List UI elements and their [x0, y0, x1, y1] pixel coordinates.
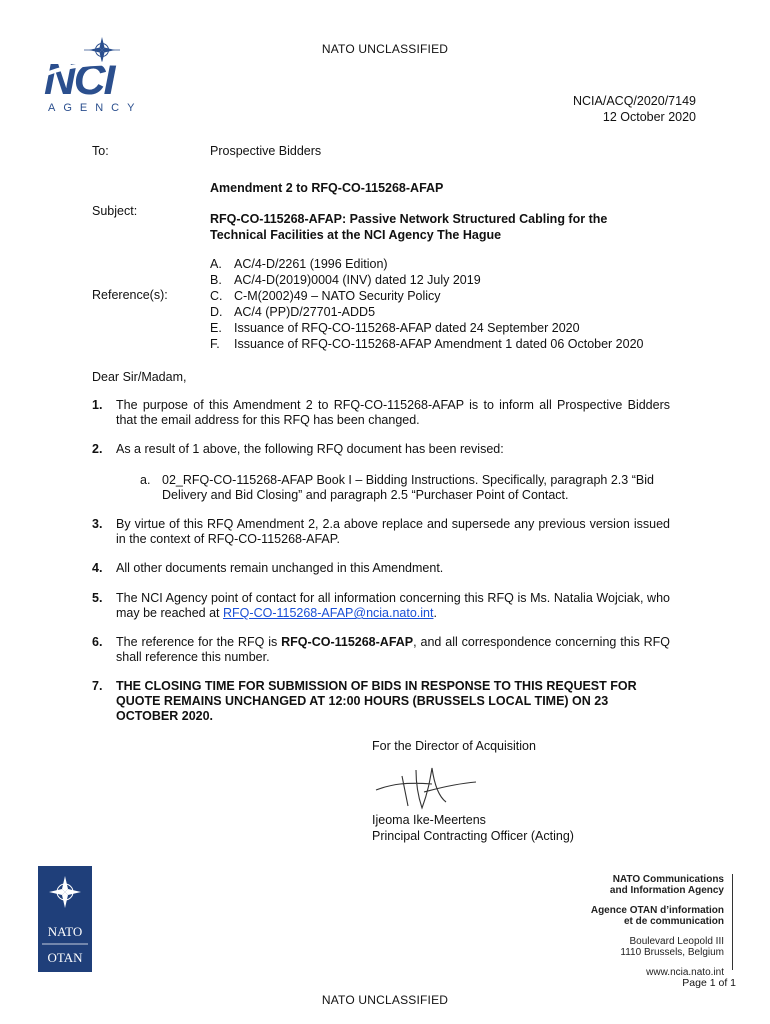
classification-footer: NATO UNCLASSIFIED — [321, 993, 449, 1007]
agency-name-en-2: and Information Agency — [609, 885, 724, 896]
references-label: Reference(s): — [92, 288, 168, 302]
address-line-2: 1110 Brussels, Belgium — [620, 947, 724, 958]
paragraph-4: 4. All other documents remain unchanged in this Amendment. — [92, 561, 444, 575]
paragraph-5: 5. The NCI Agency point of contact for all information concerning this RFQ is Ms. Natalia Wojciak, who may be reached at RFQ-CO-115268-AFAP@ncia.nato.int. — [92, 591, 670, 620]
handwritten-signature — [372, 762, 482, 814]
nci-agency-logo — [40, 36, 162, 114]
reference-item: F. Issuance of RFQ-CO-115268-AFAP Amendment 1 dated 06 October 2020 — [210, 337, 644, 351]
classification-header: NATO UNCLASSIFIED — [321, 42, 449, 56]
svg-text:NCI: NCI — [44, 55, 114, 104]
subject-label: Subject: — [92, 204, 138, 218]
reference-item: E. Issuance of RFQ-CO-115268-AFAP dated 24 September 2020 — [210, 321, 580, 335]
to-value: Prospective Bidders — [210, 144, 322, 158]
subject-amendment: Amendment 2 to RFQ-CO-115268-AFAP — [210, 181, 444, 195]
signatory-block — [372, 812, 574, 844]
to-label: To: — [92, 144, 109, 158]
svg-text:AGENCY: AGENCY — [48, 102, 143, 114]
paragraph-6: 6. The reference for the RFQ is RFQ-CO-115268-AFAP, and all correspondence concerning this RFQ shall reference this number. — [92, 635, 670, 664]
agency-website: www.ncia.nato.int — [646, 967, 724, 978]
document-reference: NCIA/ACQ/2020/7149 — [573, 94, 696, 108]
agency-name-en-1: NATO Communications — [612, 874, 724, 885]
reference-item: A. AC/4-D/2261 (1996 Edition) — [210, 257, 388, 271]
document-reference-block — [573, 93, 696, 125]
reference-item: D. AC/4 (PP)D/27701-ADD5 — [210, 305, 376, 319]
nato-otan-badge — [38, 866, 92, 972]
paragraph-1: 1. The purpose of this Amendment 2 to RFQ-CO-115268-AFAP is to inform all Prospective Bidders that the email address for this RFQ has been changed. — [92, 398, 670, 427]
salutation: Dear Sir/Madam, — [92, 370, 187, 384]
reference-item: B. AC/4-D(2019)0004 (INV) dated 12 July 2019 — [210, 273, 481, 287]
agency-address-block — [591, 874, 724, 978]
paragraph-2: 2. As a result of 1 above, the following RFQ document has been revised: — [92, 442, 504, 456]
agency-name-fr-1: Agence OTAN d’information — [590, 905, 724, 916]
paragraph-7: 7. THE CLOSING TIME FOR SUBMISSION OF BIDS IN RESPONSE TO THIS REQUEST FOR QUOTE REMAINS UNCHANGED AT 12:00 HOURS (BRUSSELS LOCAL TIME) ON 23 OCTOBER 2020. — [92, 679, 637, 723]
references-list — [210, 256, 644, 352]
agency-name-fr-2: et de communication — [623, 916, 724, 927]
signatory-name: Ijeoma Ike-Meertens — [372, 813, 486, 827]
otan-badge-text: OTAN — [47, 950, 83, 965]
address-line-1: Boulevard Leopold III — [629, 936, 724, 947]
page-number: Page 1 of 1 — [682, 977, 736, 989]
footer-divider — [732, 874, 733, 970]
signature-for-line: For the Director of Acquisition — [372, 739, 536, 753]
contact-email-link[interactable]: RFQ-CO-115268-AFAP@ncia.nato.int — [223, 606, 434, 620]
reference-item: C. C-M(2002)49 – NATO Security Policy — [210, 289, 441, 303]
rfq-reference: RFQ-CO-115268-AFAP — [281, 635, 414, 649]
document-date: 12 October 2020 — [602, 110, 696, 124]
subject-title-line2: Technical Facilities at the NCI Agency The Hague — [210, 228, 502, 242]
nato-badge-text: NATO — [47, 924, 83, 939]
signatory-title: Principal Contracting Officer (Acting) — [372, 829, 574, 843]
paragraph-2a: a. 02_RFQ-CO-115268-AFAP Book I – Bidding Instructions. Specifically, paragraph 2.3 “Bid Delivery and Bid Closing” and paragraph 2.5 “Purchaser Point of Contact. — [140, 473, 654, 502]
subject-title-line1: RFQ-CO-115268-AFAP: Passive Network Structured Cabling for the — [210, 212, 608, 226]
paragraph-3: 3. By virtue of this RFQ Amendment 2, 2.a above replace and supersede any previous version issued in the context of RFQ-CO-115268-AFAP. — [92, 517, 670, 546]
